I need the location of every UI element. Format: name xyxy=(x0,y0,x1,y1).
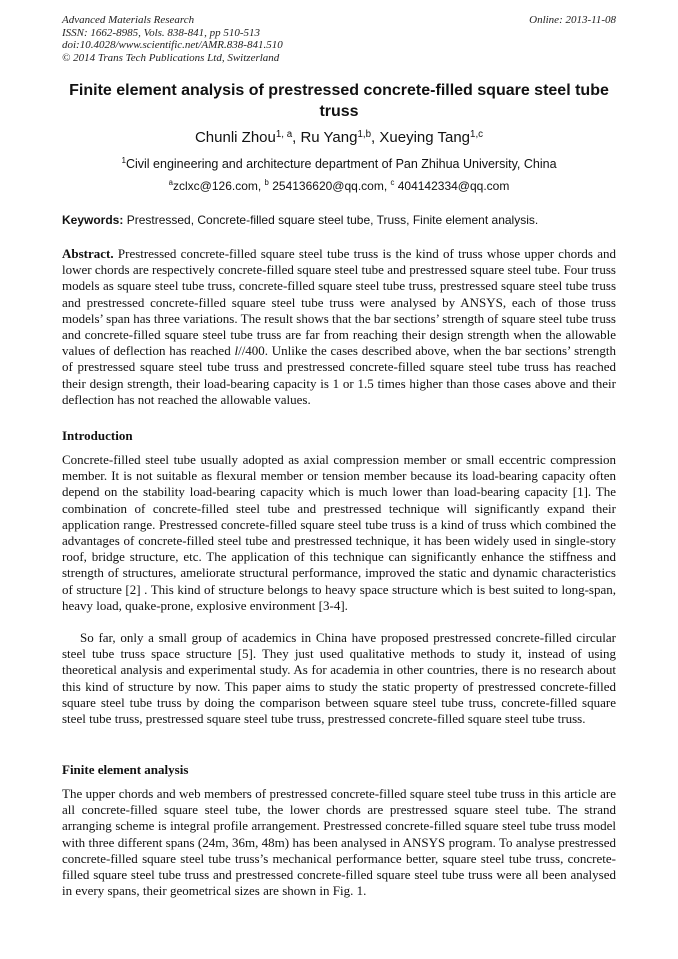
author-name: Xueying Tang xyxy=(379,129,471,146)
journal-copyright: © 2014 Trans Tech Publications Ltd, Switzerland xyxy=(62,51,280,64)
keywords-text: Prestressed, Concrete-filled square steel tube, Truss, Finite element analysis. xyxy=(123,213,539,227)
journal-name: Advanced Materials Research xyxy=(62,14,195,26)
email-mark: a xyxy=(168,178,173,187)
affiliation xyxy=(0,156,678,172)
keywords-label: Keywords: xyxy=(62,213,124,227)
fea-paragraph-1: The upper chords and web members of prestressed concrete-filled square steel tube truss in this article are all concrete-filled square steel tube, the lower chords are prestressed square steel tube. The strand arranging scheme is integral profile arrangement. Prestressed concrete-filled square steel tube truss model with three different spans (24m, 36m, 48m) has been analysed in ANSYS program. To analyse prestressed concrete-filled square steel tube truss’s mechanical performance better, square steel tube truss, concrete-filled square steel tube truss and prestressed concrete-filled square steel tube truss were all been analysed in every spans, their geometrical sizes are shown in Fig. 1. xyxy=(62,786,616,899)
author-affil-mark: 1, a xyxy=(275,129,293,140)
journal-doi: doi:10.4028/www.scientific.net/AMR.838-841.510 xyxy=(62,39,283,51)
author-separator: , xyxy=(292,129,301,146)
email-mark: c xyxy=(390,178,395,187)
author-list xyxy=(0,129,678,147)
author-name: Chunli Zhou xyxy=(194,129,276,146)
abstract-text: Prestressed concrete-filled square steel tube truss is the kind of truss whose upper chords and lower chords are respectively concrete-filled square steel tube and prestressed square steel tube. Four truss models as square steel tube truss, concrete-filled square steel tube truss, prestressed square steel tube truss and prestressed concrete-filled square steel tube truss were analysed by ANSYS, each of those truss models’ span has three variations. The result shows that the bar sections’ strength of square steel tube truss and concrete-filled square steel tube truss are far from reaching their design strength when the allowable values of deflection has reached xyxy=(62,246,616,359)
intro-paragraph-1: Concrete-filled steel tube usually adopted as axial compression member or small eccentric compression member. It is not suitable as flexural member or tension member because its load-bearing capacity often depend on the stability load-bearing capacity which is much lower than load-bearing capacity [1]. The combination of concrete-filled steel tube and prestressed technique will significantly expand their application range. Prestressed concrete-filled square steel tube truss is a kind of truss which combined the advantages of concrete-filled steel tube and prestressed technique, it has been widely used in single-story roof, bridge structure, etc. The application of this technique can significantly enhance the stiffness and strength of structures, ameliorate structural performance, improved the static and dynamic characteristics of structure [2] . This kind of structure belongs to heavy space structure which is best suited to long-span, heavy load, quake-prone, explosive environment [3-4]. xyxy=(62,452,616,613)
abstract xyxy=(62,246,616,408)
journal-info xyxy=(62,14,283,64)
intro-paragraph-2: So far, only a small group of academics in China have proposed prestressed concrete-filled circular steel tube truss space structure [5]. They just used qualitative methods to study it, instead of using theoretical analysis and experimental study. As for academia in other countries, there is no research about this kind of structure by now. This paper aims to study the static property of prestressed concrete-filled square steel tube truss by doing the comparison between square steel tube truss, concrete-filled square steel tube truss, prestressed square steel tube truss, prestressed concrete-filled square steel tube truss. xyxy=(62,630,616,727)
email-list xyxy=(0,178,678,194)
author-affil-mark: 1,b xyxy=(357,129,372,140)
abstract-text-end: //400. Unlike the cases described above, when the bar sections’ strength of prestressed square steel tube truss and prestressed concrete-filled square steel tube truss has reached their design strength, their load-bearing capacity is 1 or 1.5 times higher than those cases above and their deflection has not reached the allowable values. xyxy=(62,343,616,407)
email-mark: b xyxy=(264,178,269,187)
online-date: Online: 2013-11-08 xyxy=(529,14,616,26)
journal-issn: ISSN: 1662-8985, Vols. 838-841, pp 510-513 xyxy=(62,26,260,39)
section-heading-fea: Finite element analysis xyxy=(62,762,189,777)
author-affil-mark: 1,c xyxy=(470,129,484,140)
affiliation-text: Civil engineering and architecture department of Pan Zhihua University, China xyxy=(125,157,557,171)
keywords xyxy=(62,213,616,228)
author-separator: , xyxy=(371,129,380,146)
abstract-italic: l xyxy=(234,343,239,359)
section-heading-introduction: Introduction xyxy=(62,428,133,443)
abstract-label: Abstract. xyxy=(62,246,114,261)
paper-title: Finite element analysis of prestressed concrete-filled square steel tube truss xyxy=(69,82,609,120)
email-address: 254136620@qq.com, xyxy=(268,179,391,193)
author-name: Ru Yang xyxy=(300,129,358,146)
affiliation-mark: 1 xyxy=(121,156,126,165)
email-address: zclxc@126.com, xyxy=(173,179,265,193)
email-address: 404142334@qq.com xyxy=(394,179,510,193)
